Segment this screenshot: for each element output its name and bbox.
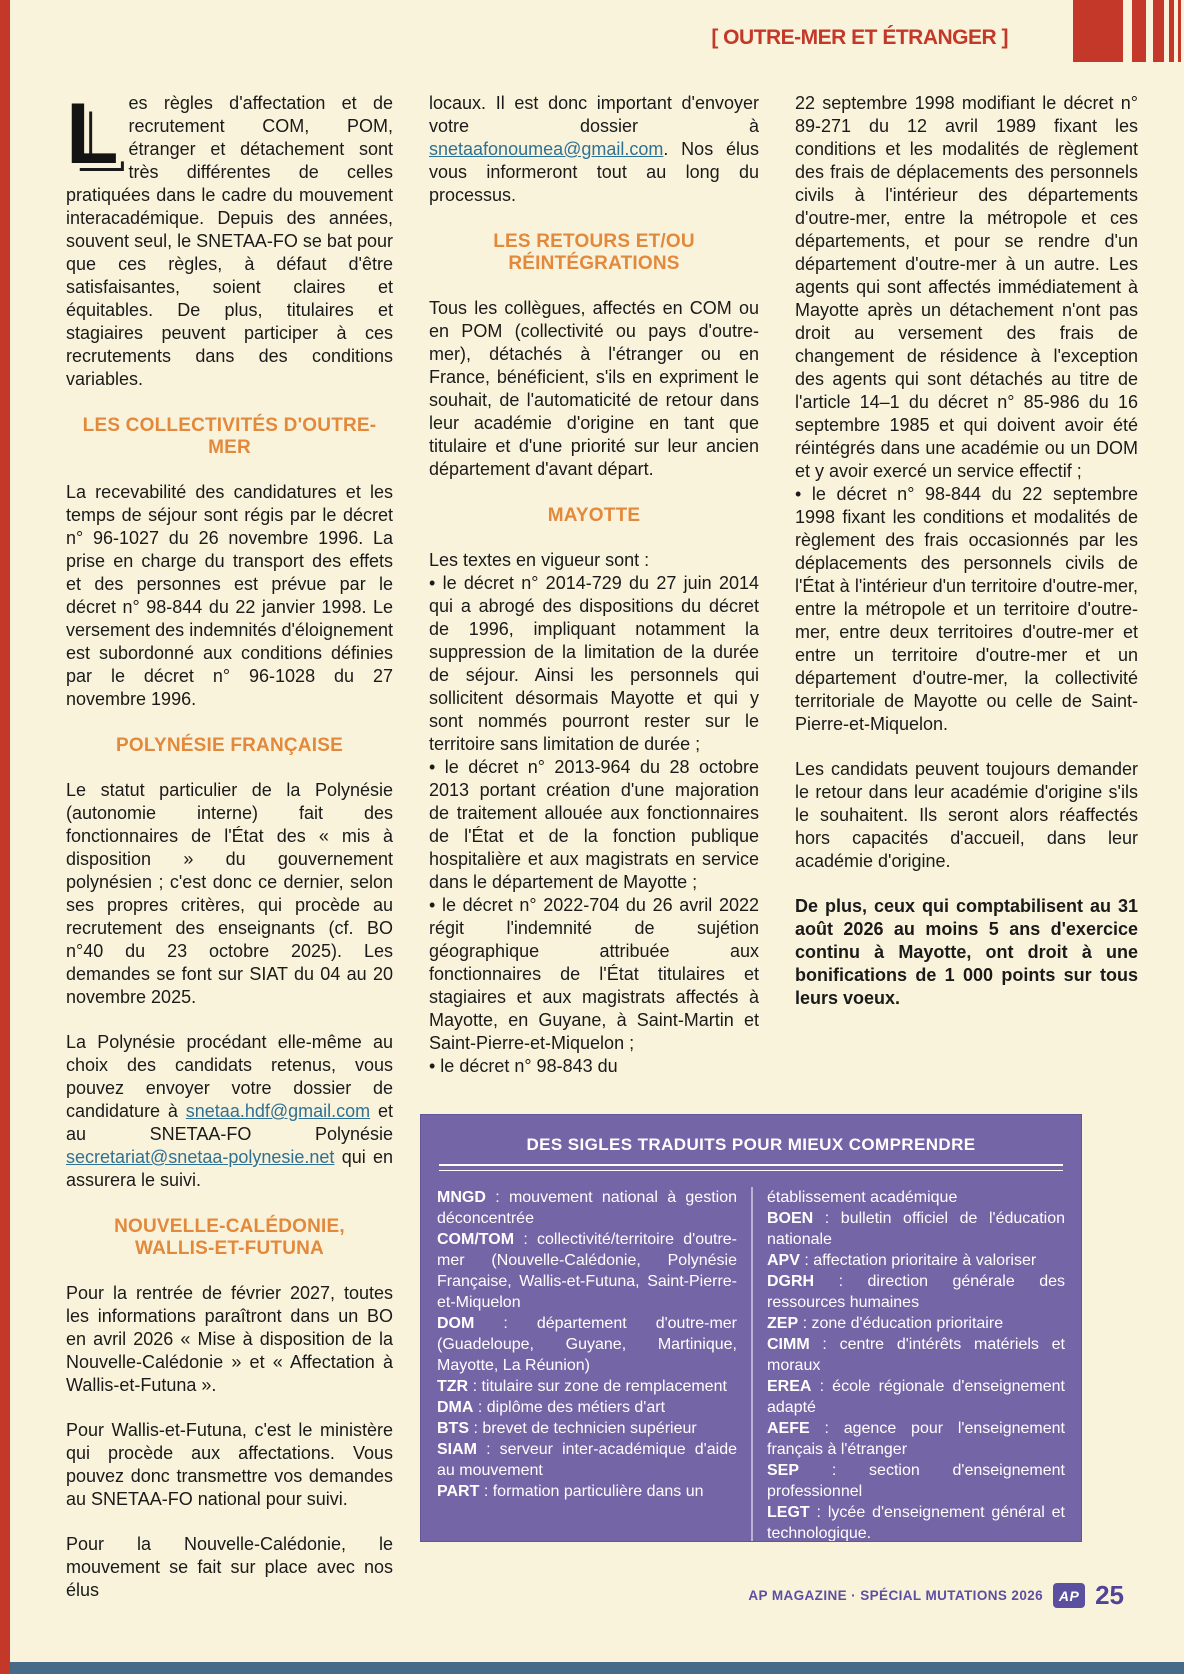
sigle-entry <box>767 1208 1065 1250</box>
magazine-title: AP MAGAZINE · SPÉCIAL MUTATIONS 2026 <box>748 1588 1044 1603</box>
paragraph-text: . Nos élus vous informeront tout au long du processus. <box>429 139 759 205</box>
paragraph-decret-98-843-suite: 22 septembre 1998 modifiant le décret n° 89-271 du 12 avril 1989 fixant les conditions et les modalités de règlement des frais de déplacements des personnels civils à l'intérieur des départements d'outre-mer, entre la métropole et ces départements, et pour se rendre d'un département d'outre-mer à un autre. Les agents qui sont affectés immédiatement à Mayotte après un détachement n'ont pas droit au versement des frais de changement de résidence à l'exception des agents qui sont détachés au titre de l'article 14–1 du décret n° 85-986 du 16 septembre 1985 et qui doivent avoir été réintégrés dans une académie ou un DOM et y avoir exercé un service effectif ; <box>795 93 1138 481</box>
paragraph-text: La Polynésie procédant elle-même au choix des candidats retenus, vous pouvez envoyer votre dossier de candidature à <box>66 1032 393 1121</box>
sigle-entry <box>767 1313 1065 1334</box>
bullet-decret-98-843: • le décret n° 98-843 du <box>429 1056 618 1076</box>
sigle-entry <box>767 1376 1065 1418</box>
sigle-definition: : école régionale d'enseignement adapté <box>767 1378 1065 1416</box>
email-link-snetaa-hdf[interactable]: snetaa.hdf@gmail.com <box>185 1101 371 1121</box>
corner-bars-decoration <box>1073 0 1181 62</box>
sigle-entry <box>437 1439 737 1481</box>
sigle-term: DOM <box>437 1315 475 1332</box>
sigle-entry <box>767 1187 1065 1208</box>
sigle-definition: : affectation prioritaire à valoriser <box>804 1252 1037 1269</box>
sigle-entry <box>767 1460 1065 1502</box>
sigle-definition: : mouvement national à gestion déconcentrée <box>437 1189 737 1227</box>
sigle-definition: : serveur inter-académique d'aide au mouvement <box>437 1441 737 1479</box>
paragraph-rentree-2027: Pour la rentrée de février 2027, toutes les informations paraîtront dans un BO en avril 2026 « Mise à disposition de la Nouvelle-Calédonie » et « Affectation à Wallis-et-Futuna ». <box>66 1283 393 1395</box>
paragraph-retour-collegues: Tous les collègues, affectés en COM ou en POM (collectivité ou pays d'outre-mer), détachés à l'étranger ou en France, bénéficient, s'ils en expriment le souhait, de l'automaticité de retour dans leur académie d'origine en tant que titulaire et d'une priorité sur leur ancien département d'avant départ. <box>429 298 759 479</box>
column-1 <box>66 86 393 1624</box>
heading-nouvelle-caledonie-wallis: NOUVELLE-CALÉDONIE, WALLIS-ET-FUTUNA <box>114 1216 345 1259</box>
sigle-entry <box>767 1250 1065 1271</box>
section-header-tag: [ OUTRE-MER ET ÉTRANGER ] <box>711 26 1008 49</box>
page-number: 25 <box>1095 1580 1124 1610</box>
sigle-term: MNGD <box>437 1189 486 1206</box>
corner-bar <box>1132 0 1146 62</box>
sigle-term: DGRH <box>767 1273 815 1290</box>
acronyms-box <box>420 1114 1082 1542</box>
heading-collectivites-outre-mer: LES COLLECTIVITÉS D'OUTRE-MER <box>82 415 377 458</box>
sigle-definition: : bulletin officiel de l'éducation nationale <box>767 1210 1065 1248</box>
email-link-secretariat-polynesie[interactable]: secretariat@snetaa-polynesie.net <box>66 1147 335 1167</box>
sigle-definition: : section d'enseignement professionnel <box>767 1462 1065 1500</box>
bullet-decret-98-844: • le décret n° 98-844 du 22 septembre 1998 fixant les conditions et modalités de règlement des frais occasionnés par les déplacements des personnels civils de l'État à l'intérieur d'un territoire d'outre-mer, entre la métropole et un territoire d'outre-mer, entre deux territoires d'outre-mer et entre un territoire d'outre-mer et un département d'outre-mer, la collectivité territoriale de Mayotte ou celle de Saint-Pierre-et-Miquelon. <box>795 484 1138 734</box>
sigle-term: LEGT <box>767 1504 810 1521</box>
sigle-term: BTS <box>437 1420 469 1437</box>
sigle-entry <box>437 1313 737 1376</box>
acronyms-column-right <box>751 1187 1065 1542</box>
sigle-term: DMA <box>437 1399 474 1416</box>
sigle-definition: : département d'outre-mer (Guadeloupe, Guyane, Martinique, Mayotte, La Réunion) <box>437 1315 737 1374</box>
sigle-term: ZEP <box>767 1315 799 1332</box>
sigle-definition: : diplôme des métiers d'art <box>477 1399 666 1416</box>
acronyms-columns <box>437 1187 1065 1542</box>
sigle-term: SIAM <box>437 1441 477 1458</box>
corner-bar <box>1153 0 1164 62</box>
paragraph-nouvelle-caledonie: Pour la Nouvelle-Calédonie, le mouvement se fait sur place avec nos élus <box>66 1534 393 1600</box>
sigle-definition: : lycée d'enseignement général et technologique. <box>767 1504 1065 1542</box>
sigle-term: CIMM <box>767 1336 810 1353</box>
corner-bar <box>1169 0 1174 62</box>
sigle-definition: : centre d'intérêts matériels et moraux <box>767 1336 1065 1374</box>
acronyms-box-title: DES SIGLES TRADUITS POUR MIEUX COMPRENDRE <box>526 1135 976 1154</box>
bullet-decret-2013-964: • le décret n° 2013-964 du 28 octobre 2013 portant création d'une majoration de traitement allouée aux fonctionnaires de l'État et de la fonction publique hospitalière et aux magistrats en service dans le département de Mayotte ; <box>429 757 759 892</box>
sigle-term: AEFE <box>767 1420 810 1437</box>
paragraph-bonification-mayotte: De plus, ceux qui comptabilisent au 31 août 2026 au moins 5 ans d'exercice continu à Mayotte, ont droit à une bonifications de 1 000 points sur tous leurs voeux. <box>795 896 1138 1008</box>
sigle-definition: : formation particulière dans un <box>483 1483 704 1500</box>
sigle-definition: : agence pour l'enseignement français à l'étranger <box>767 1420 1065 1458</box>
heading-retours-reintegrations: LES RETOURS ET/OU RÉINTÉGRATIONS <box>493 231 695 274</box>
sigle-entry <box>437 1376 737 1397</box>
sigle-definition: établissement académique <box>767 1189 958 1206</box>
sigle-entry <box>437 1187 737 1229</box>
sigle-entry <box>437 1229 737 1313</box>
sigle-entry <box>767 1502 1065 1542</box>
intro-text: es règles d'affectation et de recrutement COM, POM, étranger et détachement sont très différentes de celles pratiquées dans le cadre du mouvement interacadémique. Depuis des années, souvent seul, le SNETAA-FO se bat pour que ces règles, à défaut d'être satisfaisantes, soient claires et équitables. De plus, titulaires et stagiaires peuvent participer à ces recrutements dans des conditions variables. <box>66 93 393 389</box>
heading-polynesie-francaise: POLYNÉSIE FRANÇAISE <box>116 735 343 756</box>
paragraph-retour-candidats: Les candidats peuvent toujours demander le retour dans leur académie d'origine s'ils le souhaitent. Ils seront alors réaffectés hors capacités d'accueil, dans leur académie d'origine. <box>795 759 1138 871</box>
bottom-blue-bar-decoration <box>0 1662 1184 1674</box>
bullet-decret-2014-729: • le décret n° 2014-729 du 27 juin 2014 qui a abrogé des dispositions du décret de 1996, impliquant notamment la suppression de la limitation de la durée de séjour. Ainsi les personnels qui sollicitent désormais Mayotte et qui y sont nommés pourront rester sur le territoire sans limitation de durée ; <box>429 573 759 754</box>
paragraph-recevabilite: La recevabilité des candidatures et les temps de séjour sont régis par le décret n° 96-1027 du 26 novembre 1996. La prise en charge du transport des effets et des personnes est prévue par le décret n° 98-844 du 22 janvier 1998. Le versement des indemnités d'éloignement est subordonné aux conditions définies par le décret n° 96-1028 du 27 novembre 1996. <box>66 482 393 709</box>
bullet-decret-2022-704: • le décret n° 2022-704 du 26 avril 2022 régit l'indemnité de sujétion géographique attribuée aux fonctionnaires de l'État titulaires et stagiaires et aux magistrats affectés à Mayotte, en Guyane, à Saint-Martin et Saint-Pierre-et-Miquelon ; <box>429 895 759 1053</box>
sigle-entry <box>767 1418 1065 1460</box>
sigle-definition: : direction générale des ressources humaines <box>767 1273 1066 1311</box>
sigle-term: EREA <box>767 1378 812 1395</box>
sigle-term: PART <box>437 1483 480 1500</box>
intro-paragraph <box>66 86 393 391</box>
paragraph-statut-polynesie: Le statut particulier de la Polynésie (autonomie interne) fait des fonctionnaires de l'État des « mis à disposition » du gouvernement polynésien ; c'est donc ce dernier, selon ses propres critères, qui procède au recrutement des enseignants (cf. BO n°40 du 23 octobre 2025). Les demandes se font sur SIAT du 04 au 20 novembre 2025. <box>66 780 393 1007</box>
sigle-entry <box>437 1397 737 1418</box>
sigle-term: BOEN <box>767 1210 814 1227</box>
sigle-entry <box>437 1418 737 1439</box>
sigle-definition: : brevet de technicien supérieur <box>473 1420 697 1437</box>
corner-bar <box>1073 0 1123 62</box>
sigle-definition: : collectivité/territoire d'outre-mer (Nouvelle-Calédonie, Polynésie Française, Wallis-et-Futuna, Saint-Pierre-et-Miquelon <box>437 1231 737 1311</box>
sigle-entry <box>437 1481 737 1502</box>
double-rule-decoration <box>439 1164 1063 1171</box>
sigle-term: TZR <box>437 1378 469 1395</box>
sigle-definition: : titulaire sur zone de remplacement <box>472 1378 727 1395</box>
paragraph-textes-vigueur: Les textes en vigueur sont : <box>429 550 650 570</box>
sigle-term: COM/TOM <box>437 1231 515 1248</box>
paragraph-wallis-futuna: Pour Wallis-et-Futuna, c'est le ministère qui procède aux affectations. Vous pouvez donc transmettre vos demandes au SNETAA-FO national pour suivi. <box>66 1420 393 1509</box>
email-link-snetaafonoumea[interactable]: snetaafonoumea@gmail.com <box>429 139 664 159</box>
sigle-entry <box>767 1271 1065 1313</box>
sigle-term: SEP <box>767 1462 800 1479</box>
heading-mayotte: MAYOTTE <box>547 505 641 526</box>
page-footer <box>748 1580 1124 1610</box>
paragraph-text: locaux. Il est donc important d'envoyer votre dossier à <box>429 93 759 136</box>
ap-logo: AP <box>1053 1583 1085 1608</box>
paragraph-dossier-noumea <box>429 92 759 207</box>
corner-bar <box>1178 0 1181 62</box>
paragraph-text: et au SNETAA-FO Polynésie <box>66 1101 393 1144</box>
acronyms-column-left <box>437 1187 751 1542</box>
sigle-definition: : zone d'éducation prioritaire <box>802 1315 1004 1332</box>
sigle-entry <box>767 1334 1065 1376</box>
sigle-term: APV <box>767 1252 800 1269</box>
paragraph-text: qui en assurera le suivi. <box>66 1147 393 1190</box>
paragraph-candidature-polynesie <box>66 1031 393 1192</box>
left-red-strip-decoration <box>0 0 10 1674</box>
drop-cap: L <box>66 86 119 182</box>
